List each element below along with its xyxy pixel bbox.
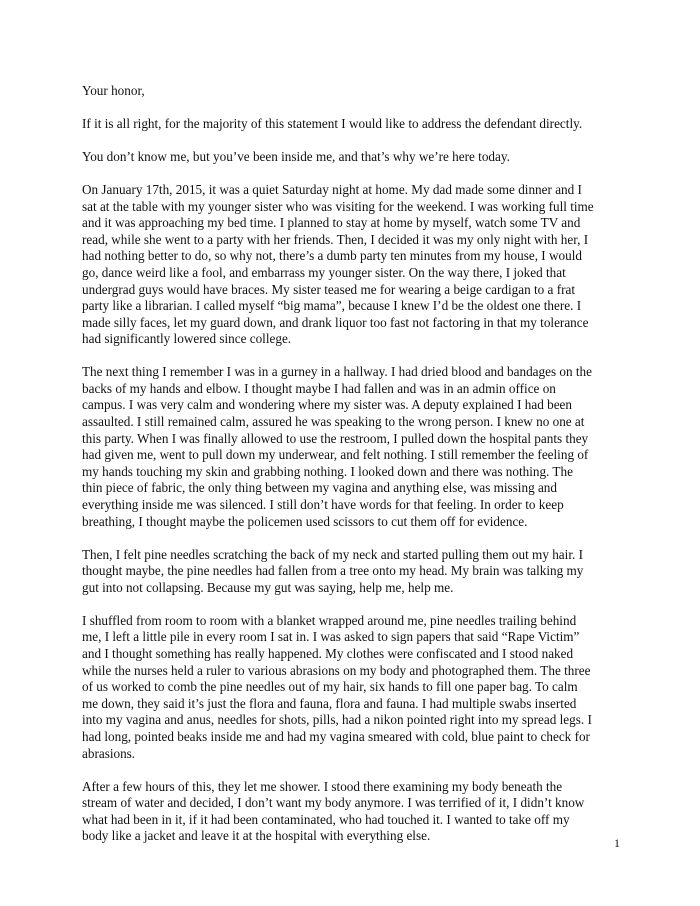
body-paragraph: [82, 182, 620, 348]
text-line: what had been in it, if it had been contaminated, who had touched it. I wanted to take off my: [82, 811, 570, 827]
body-paragraph: [82, 149, 620, 166]
text-line: body like a jacket and leave it at the hospital with everything else.: [82, 828, 431, 844]
text-line: made silly faces, let my guard down, and drank liquor too fast not factoring in that my tolerance: [82, 314, 589, 330]
text-line: stream of water and decided, I don’t want my body anymore. I was terrified of it, I didn’t know: [82, 795, 585, 811]
text-line: gut into not collapsing. Because my gut was saying, help me, help me.: [82, 579, 454, 595]
salutation: Your honor,: [82, 83, 145, 98]
text-line: my hands touching my skin and grabbing nothing. I looked down and there was nothing. The: [82, 463, 573, 479]
text-line: this party. When I was finally allowed to use the restroom, I pulled down the hospital pants they: [82, 430, 589, 446]
text-line: of us worked to comb the pine needles out of my hair, six hands to fill one paper bag. To calm: [82, 679, 578, 695]
text-line: thin piece of fabric, the only thing between my vagina and anything else, was missing and: [82, 480, 557, 496]
text-line: thought maybe, the pine needles had fallen from a tree onto my head. My brain was talking my: [82, 563, 584, 579]
body-paragraph: [82, 779, 620, 845]
text-line: everything inside me was silenced. I still don’t have words for that feeling. In order to keep: [82, 497, 564, 513]
text-line: I shuffled from room to room with a blanket wrapped around me, pine needles trailing behind: [82, 612, 577, 628]
text-line: had significantly lowered since college.: [82, 331, 292, 347]
text-line: abrasions.: [82, 745, 136, 761]
text-line: On January 17th, 2015, it was a quiet Saturday night at home. My dad made some dinner and I: [82, 181, 582, 197]
text-line: into my vagina and anus, needles for shots, pills, had a nikon pointed right into my spread legs. I: [82, 712, 592, 728]
text-line: sat at the table with my younger sister who was visiting for the weekend. I was working full time: [82, 198, 594, 214]
text-line: and it was approaching my bed time. I planned to stay at home by myself, watch some TV and: [82, 215, 581, 231]
salutation-paragraph: [82, 83, 620, 100]
text-line: read, while she went to a party with her friends. Then, I decided it was my only night with her, I: [82, 231, 589, 247]
text-line: had given me, went to pull down my underwear, and felt nothing. I still remember the feeling of: [82, 447, 589, 463]
text-line: assaulted. I still remained calm, assured he was speaking to the wrong person. I knew no one at: [82, 414, 585, 430]
text-line: undergrad guys would have braces. My sister teased me for wearing a beige cardigan to a frat: [82, 281, 576, 297]
text-line: and I thought something has really happened. My clothes were confiscated and I stood naked: [82, 645, 574, 661]
body-paragraph: [82, 364, 620, 530]
text-line: me down, they said it’s just the flora and fauna, flora and fauna. I had multiple swabs inserted: [82, 695, 577, 711]
text-line: You don’t know me, but you’ve been inside me, and that’s why we’re here today.: [82, 148, 510, 164]
body-paragraph: [82, 547, 620, 597]
body-paragraph: [82, 613, 620, 762]
document-body: [82, 83, 620, 861]
text-line: go, dance weird like a fool, and embarrass my younger sister. On the way there, I joked that: [82, 264, 566, 280]
text-line: Then, I felt pine needles scratching the back of my neck and started pulling them out my hair. I: [82, 546, 583, 562]
body-paragraph: [82, 116, 620, 133]
text-line: me, I left a little pile in every room I sat in. I was asked to sign papers that said “Rape Victim”: [82, 629, 580, 645]
text-line: backs of my hands and elbow. I thought maybe I had fallen and was in an admin office on: [82, 380, 556, 396]
text-line: If it is all right, for the majority of this statement I would like to address the defendant directly.: [82, 115, 583, 131]
text-line: campus. I was very calm and wondering where my sister was. A deputy explained I had been: [82, 397, 572, 413]
text-line: had nothing better to do, so why not, there’s a dumb party ten minutes from my house, I would: [82, 248, 582, 264]
text-line: After a few hours of this, they let me shower. I stood there examining my body beneath the: [82, 778, 563, 794]
text-line: party like a librarian. I called myself “big mama”, because I knew I’d be the oldest one there. I: [82, 298, 582, 314]
text-line: breathing, I thought maybe the policemen used scissors to cut them off for evidence.: [82, 513, 528, 529]
text-line: while the nurses held a ruler to various abrasions on my body and photographed them. The three: [82, 662, 591, 678]
page-number: 1: [614, 836, 620, 850]
text-line: The next thing I remember I was in a gurney in a hallway. I had dried blood and bandages on the: [82, 364, 592, 380]
text-line: had long, pointed beaks inside me and had my vagina smeared with cold, blue paint to check for: [82, 728, 590, 744]
paragraph-list: [82, 116, 620, 845]
